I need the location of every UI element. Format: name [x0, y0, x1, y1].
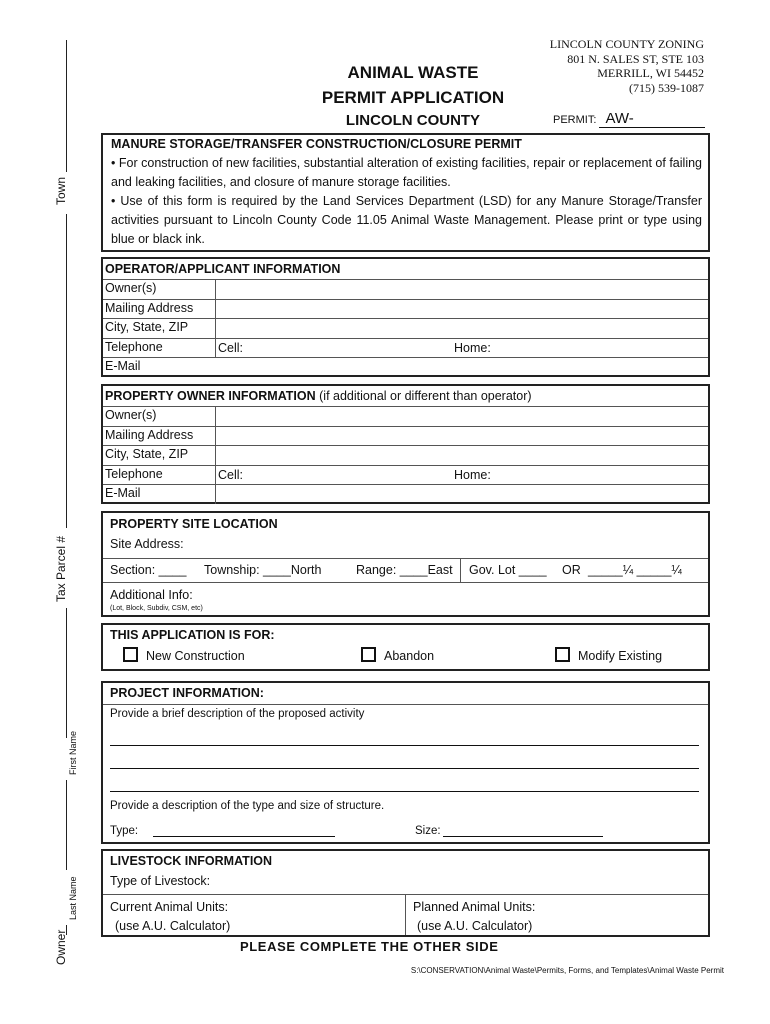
side-label-tax-parcel: Tax Parcel # — [54, 535, 68, 602]
project-heading: PROJECT INFORMATION: — [110, 686, 264, 700]
property-owner-row: Owner(s) — [103, 406, 708, 426]
project-desc-label: Provide a brief description of the proposed activity — [110, 708, 365, 720]
operator-city-row: City, State, ZIP — [103, 318, 708, 338]
property-owner-field[interactable] — [215, 407, 708, 426]
livestock-type-label: Type of Livestock: — [110, 874, 211, 888]
office-city: MERRILL, WI 54452 — [597, 66, 704, 80]
desc-line-2[interactable] — [110, 768, 699, 769]
site-address-label: Site Address: — [110, 537, 184, 551]
title-line3: LINCOLN COUNTY — [345, 112, 481, 129]
livestock-box — [101, 849, 710, 937]
operator-mailing-field[interactable] — [215, 300, 708, 319]
office-street: 801 N. SALES ST, STE 103 — [567, 51, 704, 66]
operator-heading: OPERATOR/APPLICANT INFORMATION — [105, 262, 341, 276]
operator-box — [101, 257, 710, 377]
livestock-heading: LIVESTOCK INFORMATION — [110, 854, 273, 868]
project-type-field[interactable] — [153, 836, 335, 837]
site-section: Section: ____ — [110, 563, 187, 577]
project-box — [101, 681, 710, 844]
site-additional-label: Additional Info: — [110, 588, 193, 602]
option-new-construction[interactable]: New Construction — [123, 647, 245, 666]
property-city-row: City, State, ZIP — [103, 445, 708, 465]
property-mailing-row: Mailing Address — [103, 426, 708, 446]
checkbox-abandon[interactable] — [361, 647, 376, 662]
property-telephone-field[interactable]: Cell: Home: — [215, 466, 708, 485]
office-phone: (715) 539-1087 — [629, 80, 704, 95]
desc-line-1[interactable] — [110, 745, 699, 746]
option-abandon[interactable]: Abandon — [361, 647, 434, 666]
operator-city-field[interactable] — [215, 319, 708, 338]
site-divider-2 — [103, 582, 708, 583]
side-line-lower — [66, 608, 67, 738]
operator-mailing-row: Mailing Address — [103, 299, 708, 319]
side-line-middle — [66, 214, 67, 528]
operator-email-row: E-Mail — [103, 357, 708, 377]
side-label-last-name: Last Name — [68, 876, 78, 920]
site-divider-1 — [103, 558, 708, 559]
operator-telephone-field[interactable]: Cell: Home: — [215, 339, 708, 358]
property-mailing-field[interactable] — [215, 427, 708, 446]
desc-line-3[interactable] — [110, 791, 699, 792]
property-city-field[interactable] — [215, 446, 708, 465]
checkbox-modify-existing[interactable] — [555, 647, 570, 662]
site-township: Township: ____North — [204, 563, 322, 577]
livestock-planned-label: Planned Animal Units: — [413, 900, 536, 914]
project-size-label: Size: — [415, 825, 441, 837]
permit-field[interactable]: AW- — [599, 110, 705, 128]
side-label-owner: Owner — [54, 929, 68, 965]
project-desc-lines[interactable] — [110, 728, 699, 794]
option-modify-existing[interactable]: Modify Existing — [555, 647, 662, 666]
property-telephone-row: Telephone Cell: Home: — [103, 465, 708, 485]
operator-owner-row: Owner(s) — [103, 279, 708, 299]
application-heading: THIS APPLICATION IS FOR: — [110, 628, 275, 642]
property-owner-box — [101, 384, 710, 504]
permit-label: PERMIT: — [553, 114, 597, 126]
checkbox-new-construction[interactable] — [123, 647, 138, 662]
side-label-first-name: First Name — [68, 730, 78, 775]
intro-bullet-1: • For construction of new facilities, substantial alteration of existing facilities, repair or replacement of failing and leaking facilities, and closure of manure storage facilities. — [111, 156, 702, 189]
footer-notice: PLEASE COMPLETE THE OTHER SIDE — [240, 939, 499, 954]
operator-telephone-row: Telephone Cell: Home: — [103, 338, 708, 358]
application-box — [101, 623, 710, 671]
footer-path: S:\CONSERVATION\Animal Waste\Permits, Forms, and Templates\Animal Waste Permit — [410, 966, 724, 975]
project-structure-label: Provide a description of the type and size of structure. — [110, 800, 385, 812]
livestock-current-note: (use A.U. Calculator) — [115, 919, 231, 933]
permit-number — [553, 110, 705, 128]
property-email-field[interactable] — [215, 485, 708, 504]
intro-bullet-2: • Use of this form is required by the Land Services Department (LSD) for any Manure Storage/Transfer activities pursuant to Lincoln County Code 11.05 Animal Waste Management. Please print or type using blue or black ink. — [111, 194, 702, 246]
site-additional-note: (Lot, Block, Subdiv, CSM, etc) — [110, 605, 203, 612]
project-type-label: Type: — [110, 825, 139, 837]
site-gov-lot: Gov. Lot ____ — [469, 563, 547, 577]
office-name: LINCOLN COUNTY ZONING — [549, 37, 704, 51]
intro-heading: MANURE STORAGE/TRANSFER CONSTRUCTION/CLOSURE PERMIT — [111, 137, 522, 151]
site-range: Range: ____East — [356, 563, 453, 577]
livestock-current-label: Current Animal Units: — [110, 900, 229, 914]
property-email-row: E-Mail — [103, 484, 708, 504]
site-col-divider — [460, 558, 461, 582]
side-line-town — [66, 40, 67, 172]
site-heading: PROPERTY SITE LOCATION — [110, 517, 278, 531]
title-line1: ANIMAL WASTE — [347, 63, 479, 82]
site-quarter: _____¼ _____¼ — [588, 563, 682, 577]
office-address — [550, 37, 704, 95]
project-size-field[interactable] — [443, 836, 603, 837]
side-label-town: Town — [54, 176, 68, 205]
livestock-planned-note: (use A.U. Calculator) — [417, 919, 533, 933]
intro-box — [101, 133, 710, 252]
operator-owner-field[interactable] — [215, 280, 708, 299]
title-line2: PERMIT APPLICATION — [321, 88, 505, 107]
side-line-name — [66, 780, 67, 870]
property-heading: PROPERTY OWNER INFORMATION (if additional or different than operator) — [105, 389, 532, 403]
site-location-box — [101, 511, 710, 617]
site-or: OR — [562, 563, 581, 577]
livestock-col-divider — [405, 894, 406, 935]
